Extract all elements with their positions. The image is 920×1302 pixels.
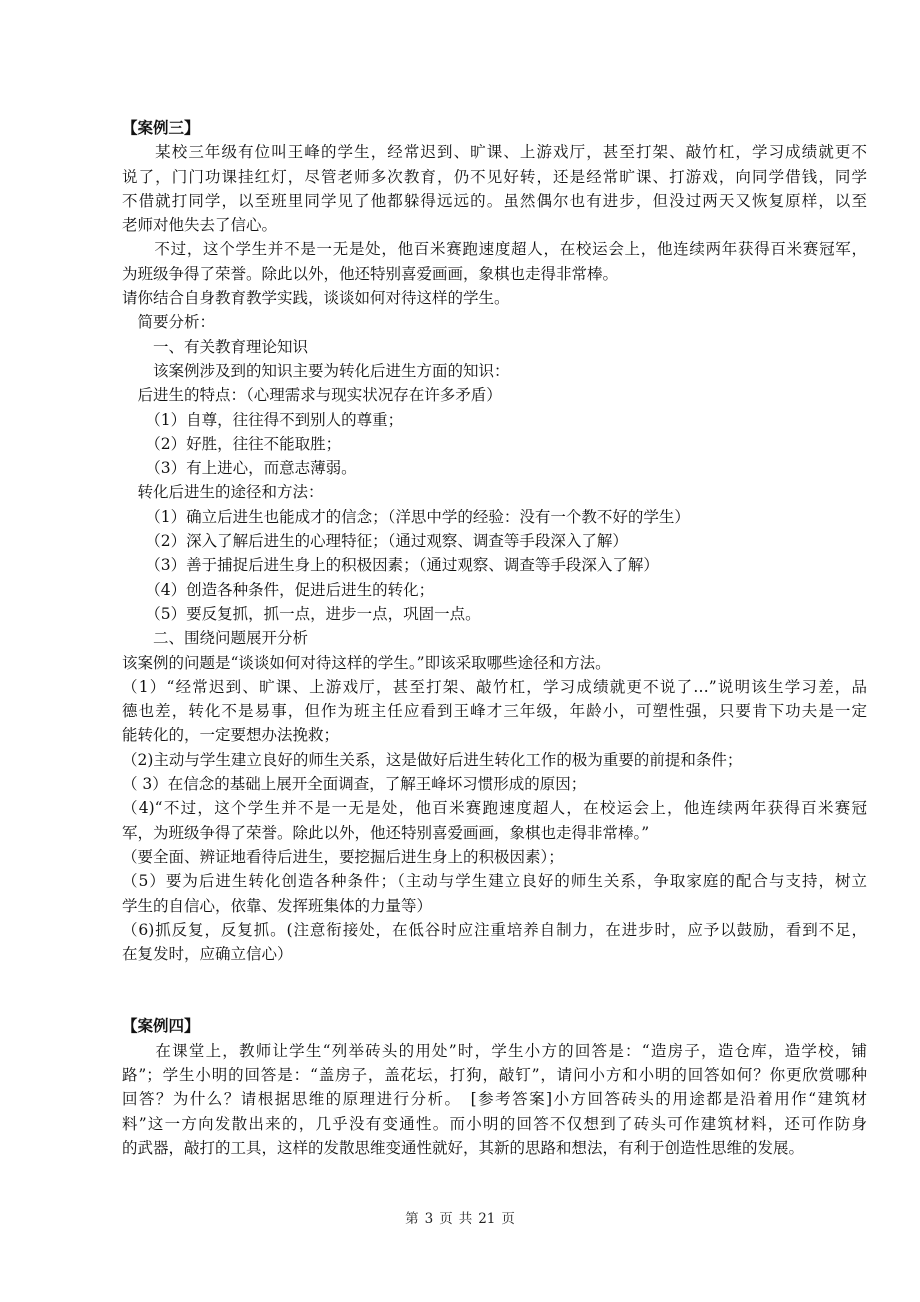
section-gap: [122, 966, 867, 1014]
case4-line: 回答？为什么？请根据思维的原理进行分析。 [参考答案]小方回答砖头的用途都是沿着用作“建筑材: [122, 1090, 867, 1109]
total-pages: 21: [478, 1211, 496, 1227]
page-number: 3: [424, 1211, 434, 1227]
list-item: （5）要反复抓，抓一点，进步一点，巩固一点。: [122, 604, 481, 623]
case3-line: （2)主动与学生建立良好的师生关系，这是做好后进生转化工作的极为重要的前提和条件；: [122, 750, 743, 769]
case4-line: 在课堂上，教师让学生“列举砖头的用处”时，学生小方的回答是：“造房子，造仓库，造学校，铺: [122, 1041, 867, 1060]
case3-line: 不过，这个学生并不是一无是处，他百米赛跑速度超人，在校运会上，他连续两年获得百米赛冠军，: [122, 240, 867, 259]
case3-title: 【案例三】: [122, 119, 200, 137]
case3-line: 请你结合自身教育教学实践，谈谈如何对待这样的学生。: [122, 289, 510, 308]
case3-line: 转化后进生的途径和方法：: [122, 483, 324, 502]
case3-line: 能转化的，一定要想办法挽救；: [122, 726, 340, 745]
case3-line: 老师对他失去了信心。: [122, 216, 278, 235]
case3-line: 不借就打同学，以至班里同学见了他都躲得远远的。虽然偶尔也有进步，但没过两天又恢复原样，以至: [122, 191, 867, 210]
case3-line: 简要分析：: [122, 313, 216, 332]
footer-suffix: 页: [501, 1211, 515, 1227]
case3-line: （要全面、辨证地看待后进生，要挖掘后进生身上的积极因素）；: [122, 847, 564, 866]
section-heading: 一、有关教育理论知识: [122, 337, 309, 356]
case3-line: 说了，门门功课挂红灯，尽管老师多次教育，仍不见好转，还是经常旷课、打游戏，向同学借钱，同学: [122, 167, 867, 186]
case3-line: （5）要为后进生转化创造各种条件；（主动与学生建立良好的师生关系，争取家庭的配合与支持，树立: [122, 872, 867, 891]
list-item: （3）有上进心，而意志薄弱。: [122, 459, 357, 478]
list-item: （1）确立后进生也能成才的信念；（洋思中学的经验：没有一个教不好的学生）: [122, 507, 690, 526]
footer-page-label: 页: [439, 1211, 453, 1227]
case3-line: 为班级争得了荣誉。除此以外，他还特别喜爱画画，象棋也走得非常棒。: [122, 264, 619, 283]
footer-prefix: 第: [405, 1211, 419, 1227]
page-footer: [0, 1207, 920, 1227]
case3-line: 学生的自信心，依靠、发挥班集体的力量等）: [122, 896, 433, 915]
document-page: [122, 116, 867, 1160]
case3-line: 某校三年级有位叫王峰的学生，经常迟到、旷课、上游戏厅，甚至打架、敲竹杠，学习成绩就更不: [122, 143, 867, 162]
case4-title: 【案例四】: [122, 1017, 200, 1036]
case4-line: 路”；学生小明的回答是：“盖房子，盖花坛，打狗，敲钉”，请问小方和小明的回答如何？你更欣赏哪种: [122, 1065, 867, 1084]
case4-line: 的武器，敲打的工具，这样的发散思维变通性就好，其新的思路和想法，有利于创造性思维的发展。: [122, 1138, 805, 1157]
case3-line: 军，为班级争得了荣誉。除此以外，他还特别喜爱画画，象棋也走得非常棒。”: [122, 823, 650, 842]
footer-total-label: 共: [458, 1211, 473, 1227]
case3-line: （ 3）在信念的基础上展开全面调查，了解王峰坏习惯形成的原因；: [122, 775, 587, 794]
list-item: （2）好胜，往往不能取胜；: [122, 434, 342, 453]
case3-line: 后进生的特点：（心理需求与现实状况存在许多矛盾）: [122, 386, 502, 405]
case3-line: （1）“经常迟到、旷课、上游戏厅，甚至打架、敲竹杠，学习成绩就更不说了…”说明该生学习差，品: [122, 677, 867, 696]
list-item: （2）深入了解后进生的心理特征；（通过观察、调查等手段深入了解）: [122, 532, 628, 551]
case3-line: （4)“不过，这个学生并不是一无是处，他百米赛跑速度超人，在校运会上，他连续两年获得百米赛冠: [122, 799, 867, 818]
case3-line: （6)抓反复，反复抓。(注意衔接处，在低谷时应注重培养自制力，在进步时，应予以鼓励，看到不足，: [122, 920, 867, 939]
case4-line: 料”这一方向发散出来的，几乎没有变通性。而小明的回答不仅想到了砖头可作建筑材料，还可作防身: [122, 1114, 867, 1133]
list-item: （1）自尊，往往得不到别人的尊重；: [122, 410, 404, 429]
case3-line: 该案例的问题是“谈谈如何对待这样的学生。”即该采取哪些途径和方法。: [122, 653, 611, 672]
case3-line: 该案例涉及到的知识主要为转化后进生方面的知识：: [122, 361, 510, 380]
case3-line: 在复发时，应确立信心）: [122, 945, 293, 964]
section-heading: 二、围绕问题展开分析: [122, 629, 309, 648]
list-item: （4）创造各种条件，促进后进生的转化；: [122, 580, 435, 599]
list-item: （3）善于捕捉后进生身上的积极因素；（通过观察、调查等手段深入了解）: [122, 556, 659, 575]
case3-line: 德也差，转化不是易事，但作为班主任应看到王峰才三年级，年龄小，可塑性强，只要肯下功夫是一定: [122, 702, 867, 721]
